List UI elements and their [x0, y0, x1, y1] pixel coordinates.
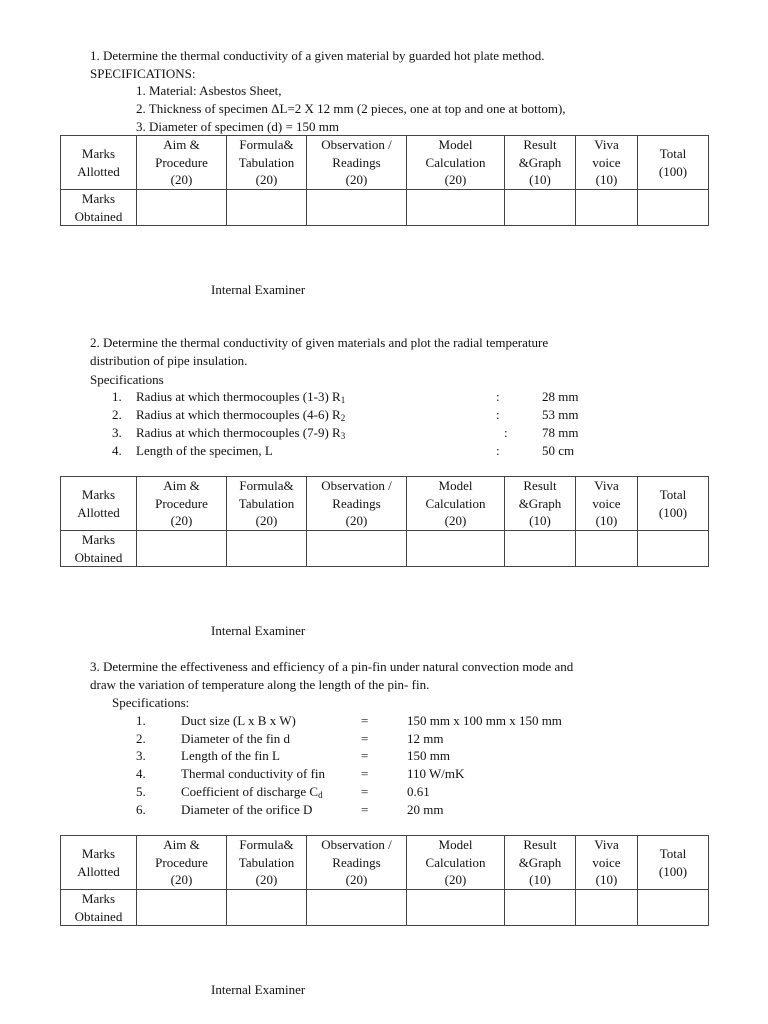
exp2-spec-num: 2. — [112, 407, 122, 422]
marks-table-2 — [60, 476, 709, 567]
mark-cell[interactable] — [137, 190, 227, 226]
exp3-spec-label: Thermal conductivity of fin — [181, 766, 326, 781]
mark-cell[interactable] — [227, 531, 307, 567]
col-aim-procedure: Aim & Procedure (20) — [137, 477, 227, 531]
row-label: Marks Allotted — [61, 136, 137, 190]
exp2-spec-value: 78 mm — [542, 425, 579, 440]
exp2-spec-value: 50 cm — [542, 443, 575, 458]
exp2-spec-heading: Specifications — [90, 372, 164, 387]
mark-cell[interactable] — [576, 531, 638, 567]
col-model-calculation: Model Calculation (20) — [407, 136, 505, 190]
exp2-spec-label: Radius at which thermocouples (7-9) $R_3$ — [136, 425, 346, 441]
exp3-spec-num: 4. — [136, 766, 146, 781]
mark-cell[interactable] — [576, 890, 638, 926]
exp3-spec-eq: = — [361, 748, 369, 763]
exp2-spec-label: Length of the specimen, L — [136, 443, 273, 458]
exp2-spec-value: 53 mm — [542, 407, 579, 422]
row-label: Marks Obtained — [61, 190, 137, 226]
col-formula-tabulation: Formula& Tabulation (20) — [227, 136, 307, 190]
exp3-spec-heading: Specifications: — [112, 695, 190, 710]
exp3-spec-num: 3. — [136, 748, 146, 763]
col-observation-readings: Observation / Readings (20) — [307, 136, 407, 190]
col-viva-voice: Viva voice (10) — [576, 136, 638, 190]
exp3-spec-eq: = — [361, 713, 369, 728]
col-aim-procedure: Aim & Procedure (20) — [137, 836, 227, 890]
mark-cell[interactable] — [307, 890, 407, 926]
exp1-title: 1. Determine the thermal conductivity of a given material by guarded hot plate method. — [90, 48, 545, 63]
marks-obtained-row — [61, 890, 709, 926]
mark-cell[interactable] — [407, 190, 505, 226]
col-total: Total (100) — [638, 836, 709, 890]
exp3-spec-value: 12 mm — [407, 731, 444, 746]
exp2-spec-colon: : — [504, 425, 508, 440]
exp2-spec-colon: : — [496, 389, 500, 404]
exp3-spec-num: 6. — [136, 802, 146, 817]
marks-allotted-row — [61, 477, 709, 531]
mark-cell[interactable] — [576, 190, 638, 226]
col-total: Total (100) — [638, 477, 709, 531]
col-viva-voice: Viva voice (10) — [576, 836, 638, 890]
exp2-spec-num: 1. — [112, 389, 122, 404]
mark-cell[interactable] — [137, 890, 227, 926]
exp3-spec-eq: = — [361, 766, 369, 781]
mark-cell[interactable] — [638, 190, 709, 226]
exp2-spec-label: Radius at which thermocouples (4-6) $R_2$ — [136, 407, 346, 423]
internal-examiner-label: Internal Examiner — [211, 623, 306, 638]
mark-cell[interactable] — [307, 531, 407, 567]
col-observation-readings: Observation / Readings (20) — [307, 836, 407, 890]
mark-cell[interactable] — [638, 531, 709, 567]
exp3-spec-value: 110 W/mK — [407, 766, 465, 781]
exp2-spec-colon: : — [496, 407, 500, 422]
exp2-title-line2: distribution of pipe insulation. — [90, 353, 248, 368]
exp3-spec-num: 1. — [136, 713, 146, 728]
exp1-spec-item: 3. Diameter of specimen (d) = 150 mm — [136, 119, 339, 134]
exp1-spec-item: 1. Material: Asbestos Sheet, — [136, 83, 282, 98]
exp3-spec-label: Duct size (L x B x W) — [181, 713, 296, 728]
mark-cell[interactable] — [227, 890, 307, 926]
col-result-graph: Result &Graph (10) — [505, 836, 576, 890]
mark-cell[interactable] — [227, 190, 307, 226]
exp1-spec-item: 2. Thickness of specimen ΔL=2 X 12 mm (2 pieces, one at top and one at bottom), — [136, 101, 566, 116]
mark-cell[interactable] — [505, 890, 576, 926]
exp2-spec-label: Radius at which thermocouples (1-3) $R_1$ — [136, 389, 346, 405]
internal-examiner-label: Internal Examiner — [211, 982, 306, 997]
mark-cell[interactable] — [505, 531, 576, 567]
mark-cell[interactable] — [307, 190, 407, 226]
exp2-spec-value: 28 mm — [542, 389, 579, 404]
marks-table-3 — [60, 835, 709, 926]
col-total: Total (100) — [638, 136, 709, 190]
mark-cell[interactable] — [407, 890, 505, 926]
exp2-spec-num: 3. — [112, 425, 122, 440]
col-model-calculation: Model Calculation (20) — [407, 477, 505, 531]
exp3-spec-value: 150 mm x 100 mm x 150 mm — [407, 713, 562, 728]
col-formula-tabulation: Formula& Tabulation (20) — [227, 836, 307, 890]
exp3-spec-eq: = — [361, 784, 369, 799]
internal-examiner-label: Internal Examiner — [211, 282, 306, 297]
exp3-spec-value: 20 mm — [407, 802, 444, 817]
col-model-calculation: Model Calculation (20) — [407, 836, 505, 890]
marks-obtained-row — [61, 190, 709, 226]
mark-cell[interactable] — [407, 531, 505, 567]
exp3-spec-label: Coefficient of discharge $C_d$ — [181, 784, 323, 800]
col-aim-procedure: Aim & Procedure (20) — [137, 136, 227, 190]
mark-cell[interactable] — [137, 531, 227, 567]
col-result-graph: Result &Graph (10) — [505, 136, 576, 190]
exp3-spec-num: 2. — [136, 731, 146, 746]
exp3-title-line1: 3. Determine the effectiveness and efficiency of a pin-fin under natural convection mode and — [90, 659, 574, 674]
exp3-spec-value: 150 mm — [407, 748, 450, 763]
col-observation-readings: Observation / Readings (20) — [307, 477, 407, 531]
row-label: Marks Obtained — [61, 531, 137, 567]
col-viva-voice: Viva voice (10) — [576, 477, 638, 531]
exp2-spec-num: 4. — [112, 443, 122, 458]
exp3-title-line2: draw the variation of temperature along the length of the pin- fin. — [90, 677, 430, 692]
marks-obtained-row — [61, 531, 709, 567]
col-result-graph: Result &Graph (10) — [505, 477, 576, 531]
exp3-spec-label: Diameter of the orifice D — [181, 802, 313, 817]
exp3-spec-eq: = — [361, 802, 369, 817]
marks-allotted-row — [61, 836, 709, 890]
exp3-spec-num: 5. — [136, 784, 146, 799]
row-label: Marks Obtained — [61, 890, 137, 926]
exp3-spec-value: 0.61 — [407, 784, 430, 799]
exp3-spec-eq: = — [361, 731, 369, 746]
exp1-spec-heading: SPECIFICATIONS: — [90, 66, 196, 81]
exp2-title-line1: 2. Determine the thermal conductivity of given materials and plot the radial temperature — [90, 335, 549, 350]
mark-cell[interactable] — [638, 890, 709, 926]
exp3-spec-label: Diameter of the fin d — [181, 731, 291, 746]
marks-table-1 — [60, 135, 709, 226]
row-label: Marks Allotted — [61, 477, 137, 531]
marks-allotted-row — [61, 136, 709, 190]
exp2-spec-colon: : — [496, 443, 500, 458]
row-label: Marks Allotted — [61, 836, 137, 890]
exp3-spec-label: Length of the fin L — [181, 748, 280, 763]
mark-cell[interactable] — [505, 190, 576, 226]
col-formula-tabulation: Formula& Tabulation (20) — [227, 477, 307, 531]
